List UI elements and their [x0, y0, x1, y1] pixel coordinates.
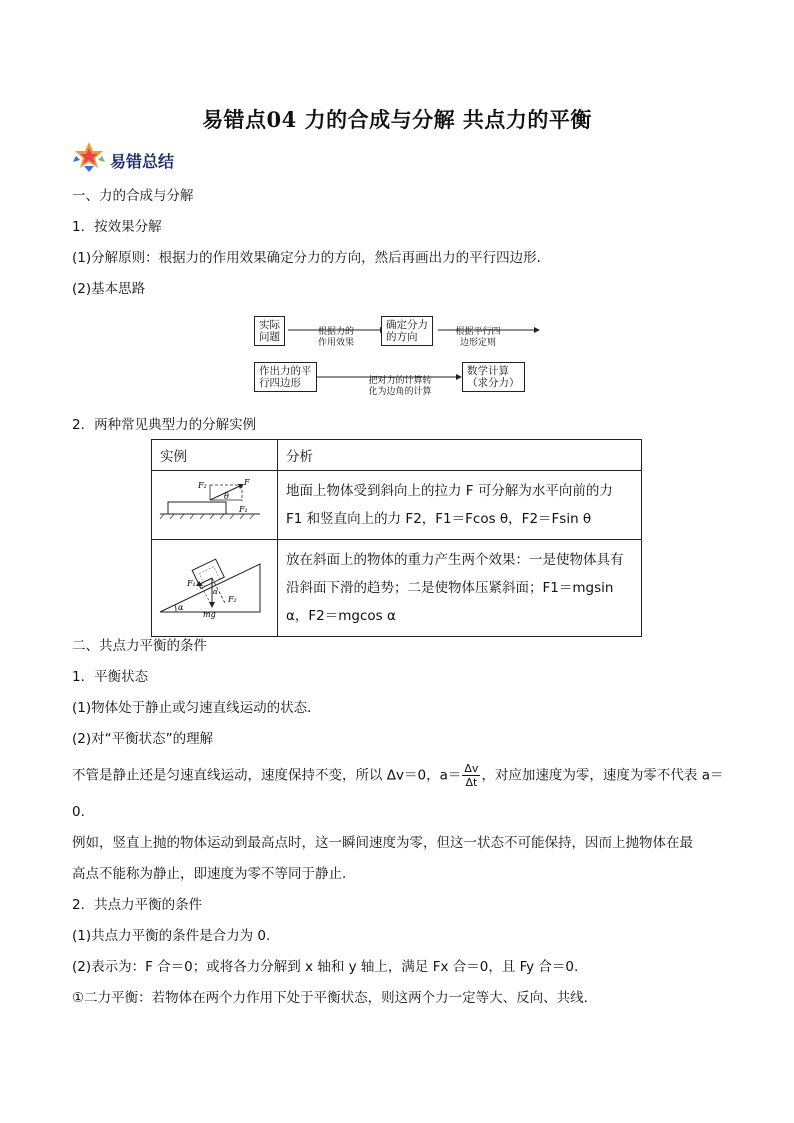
paragraph-two-force-equilibrium: ①二力平衡：若物体在两个力作用下处于平衡状态，则这两个力一定等大、反向、共线． [72, 990, 598, 1006]
paragraph-velocity-constant [72, 762, 724, 789]
label-theta: θ [224, 492, 229, 501]
label-alpha-block: α [213, 588, 218, 596]
subheading-2-2: 2．共点力平衡的条件 [72, 897, 203, 913]
flow-box-actual-problem: 实际 问题 [254, 316, 285, 346]
paragraph-net-force-zero: (1)共点力平衡的条件是合力为 0. [72, 928, 271, 944]
table-row [152, 471, 642, 540]
flow-box-math-calculation: 数学计算 （求分力） [462, 362, 525, 392]
flow-label-parallelogram-rule: 根据平行四 边形定则 [455, 327, 501, 348]
section-badge-label: 易错总结 [110, 152, 175, 171]
page-title: 易错点04 力的合成与分解 共点力的平衡 [202, 107, 592, 132]
paragraph-continuation: 0. [72, 804, 85, 820]
fraction-numerator: Δv [464, 762, 479, 775]
label-f2: F₂ [228, 595, 237, 604]
paragraph-understanding: (2)对“平衡状态”的理解 [72, 731, 214, 747]
label-f2: F₂ [198, 481, 207, 490]
paragraph-basic-idea: (2)基本思路 [72, 281, 146, 297]
flow-box-draw-parallelogram: 作出力的平 行四边形 [254, 362, 317, 392]
table-header-row [152, 440, 642, 471]
horizontal-pull-diagram [152, 471, 269, 531]
figure-inclined-plane [152, 540, 278, 637]
analysis-horizontal-pull: 地面上物体受到斜向上的拉力 F 可分解为水平向前的力 F1 和竖直向上的力 F2，F1＝Fcos θ，F2＝Fsin θ [278, 471, 642, 540]
flow-label-by-effect: 根据力的 作用效果 [317, 327, 354, 348]
paragraph-example-line1: 例如，竖直上抛的物体运动到最高点时，这一瞬间速度为零，但这一状态不可能保持，因而上抛物体在最 [72, 835, 693, 851]
subheading-2-1: 1．平衡状态 [72, 669, 149, 685]
section-heading-2: 二、共点力平衡的条件 [72, 638, 207, 654]
decomposition-examples-table [151, 439, 642, 637]
label-f: F [244, 478, 250, 487]
section-heading-1: 一、力的合成与分解 [72, 188, 194, 204]
table-header-analysis: 分析 [278, 440, 642, 471]
subheading-1-2: 2．两种常见典型力的分解实例 [72, 417, 257, 433]
text-segment: 不管是静止还是匀速直线运动，速度保持不变，所以 Δv＝0，a＝ [72, 767, 462, 784]
label-f1: F₁ [239, 505, 248, 514]
subheading-1-1: 1．按效果分解 [72, 219, 162, 235]
fraction-denominator: Δt [465, 776, 478, 789]
fraction-dv-dt [462, 762, 480, 789]
label-mg: mg [203, 610, 216, 619]
paragraph-example-line2: 高点不能称为静止，即速度为零不等同于静止． [72, 866, 356, 882]
flow-box-component-direction: 确定分力 的方向 [381, 316, 433, 346]
figure-horizontal-pull [152, 471, 278, 540]
paragraph-equilibrium-state: (1)物体处于静止或匀速直线运动的状态． [72, 700, 321, 716]
paragraph-expression: (2)表示为：F 合＝0；或将各力分解到 x 轴和 y 轴上，满足 Fx 合＝0，且 Fy 合＝0. [72, 959, 579, 975]
label-alpha-base: α [178, 603, 184, 612]
flow-label-convert-calculation: 把对力的计算转 化为边角的计算 [368, 376, 432, 397]
label-f1: F₁ [187, 579, 196, 588]
table-row [152, 540, 642, 637]
text-segment: ，对应加速度为零，速度为零不代表 a＝ [481, 767, 724, 784]
inclined-plane-diagram [152, 540, 269, 630]
analysis-inclined-plane: 放在斜面上的物体的重力产生两个效果：一是使物体具有沿斜面下滑的趋势；二是使物体压紧斜面；F1＝mgsin α，F2＝mgcos α [278, 540, 642, 637]
paragraph-decomposition-principle: (1)分解原则：根据力的作用效果确定分力的方向，然后再画出力的平行四边形． [72, 250, 551, 266]
star-badge-icon [72, 140, 106, 174]
table-header-example: 实例 [152, 440, 278, 471]
